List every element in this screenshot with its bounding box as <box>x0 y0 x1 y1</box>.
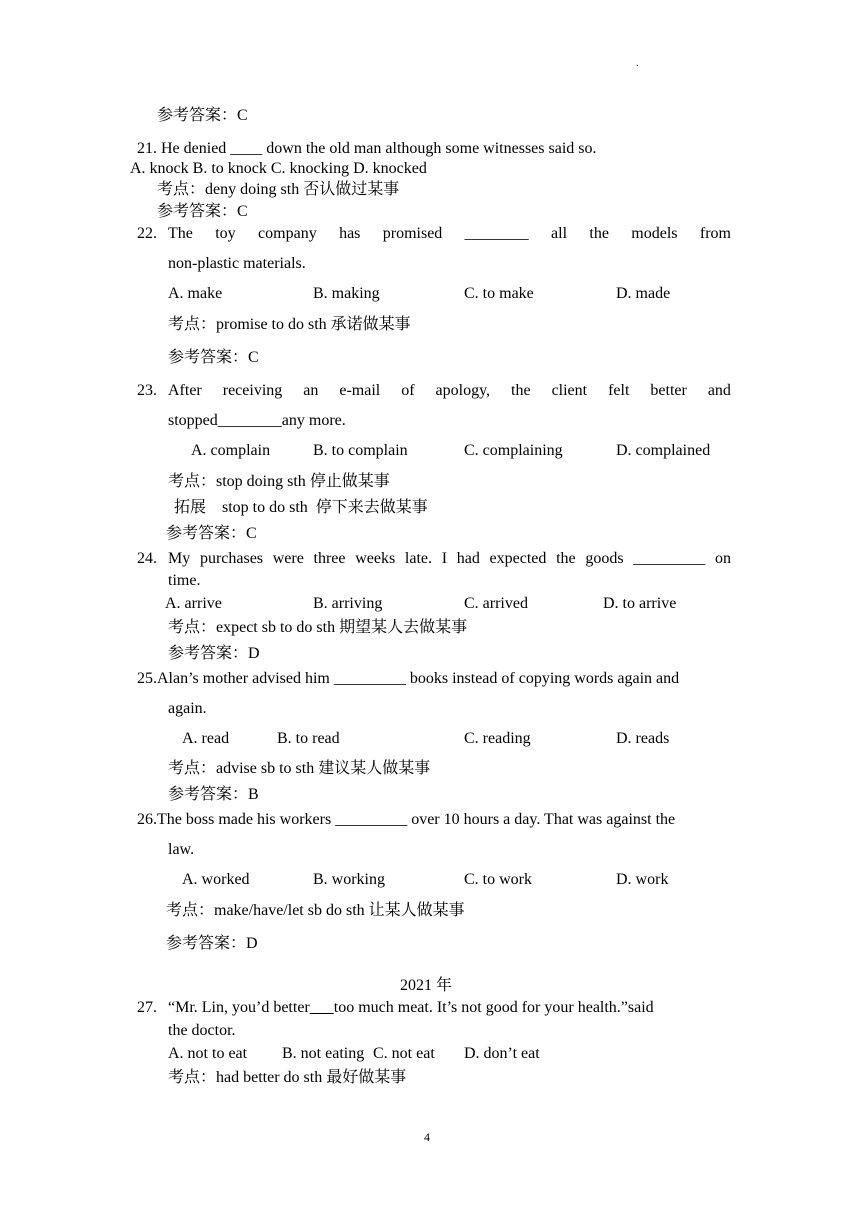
q23-word: an <box>303 382 319 399</box>
q27-stem-post: too much meat. It’s not good for your health.”said <box>333 999 654 1016</box>
q26-option-b: B. working <box>313 871 385 888</box>
q21-stem: 21. He denied ____ down the old man although some witnesses said so. <box>137 140 597 157</box>
page-number: 4 <box>424 1130 430 1144</box>
q22-word: models <box>631 225 678 242</box>
q24-word: were <box>272 550 304 567</box>
q25-stem-line1: 25.Alan’s mother advised him _________ books instead of copying words again and <box>137 670 680 687</box>
q23-word: apology, <box>435 382 491 399</box>
q26-option-d: D. work <box>616 871 669 888</box>
q23-word: and <box>707 382 731 399</box>
q27-stem-pre: “Mr. Lin, you’d better <box>168 999 310 1016</box>
q24-blank: _________ <box>633 550 706 567</box>
q26-stem-line1: 26.The boss made his workers _________ over 10 hours a day. That was against the <box>137 811 676 828</box>
q27-option-b: B. not eating <box>282 1045 365 1062</box>
q25-option-b: B. to read <box>277 730 340 747</box>
q22-option-c: C. to make <box>464 285 534 302</box>
q22-option-a: A. make <box>168 285 223 302</box>
q21-answer: 参考答案：C <box>157 203 248 220</box>
q25-option-a: A. read <box>182 730 230 747</box>
q23-option-c: C. complaining <box>464 442 563 459</box>
q26-point: 考点：make/have/let sb do sth 让某人做某事 <box>166 902 465 919</box>
q23-answer: 参考答案：C <box>166 525 257 542</box>
q22-option-b: B. making <box>313 285 380 302</box>
q24-word: purchases <box>199 550 264 567</box>
q26-answer: 参考答案：D <box>166 935 258 952</box>
q21-point: 考点：deny doing sth 否认做过某事 <box>157 181 400 198</box>
q22-number: 22. <box>137 225 157 242</box>
q24-word: the <box>556 550 576 567</box>
q24-number: 24. <box>137 550 157 567</box>
q23-stem-line1 <box>168 381 731 401</box>
q24-option-b: B. arriving <box>313 595 383 612</box>
q24-option-d: D. to arrive <box>603 595 677 612</box>
q22-word: from <box>699 225 731 242</box>
q23-word: felt <box>608 382 630 399</box>
q24-word: goods <box>585 550 624 567</box>
q24-option-c: C. arrived <box>464 595 528 612</box>
q22-word: all <box>551 225 568 242</box>
q22-word: promised <box>382 225 443 242</box>
q27-blank <box>310 999 334 1016</box>
q25-answer: 参考答案：B <box>168 786 259 803</box>
q24-word: expected <box>489 550 547 567</box>
q24-word: had <box>456 550 480 567</box>
q23-extension: 拓展 stop to do sth 停下来去做某事 <box>174 499 428 516</box>
q27-point: 考点：had better do sth 最好做某事 <box>168 1069 407 1086</box>
q21-options: A. knock B. to knock C. knocking D. knocked <box>130 160 427 177</box>
q20-answer: 参考答案：C <box>157 107 248 124</box>
q22-stem-line2: non-plastic materials. <box>168 255 306 272</box>
q22-point: 考点：promise to do sth 承诺做某事 <box>168 316 411 333</box>
q24-option-a: A. arrive <box>165 595 222 612</box>
q23-word: e-mail <box>339 382 381 399</box>
q22-option-d: D. made <box>616 285 671 302</box>
q24-stem-line1 <box>168 549 731 569</box>
q27-option-a: A. not to eat <box>168 1045 248 1062</box>
q24-word: I <box>441 550 448 567</box>
q26-option-c: C. to work <box>464 871 532 888</box>
q25-option-c: C. reading <box>464 730 531 747</box>
q24-word: three <box>313 550 346 567</box>
q25-option-d: D. reads <box>616 730 670 747</box>
q23-option-b: B. to complain <box>313 442 408 459</box>
q22-word: company <box>258 225 317 242</box>
q23-word: After <box>168 382 202 399</box>
q27-stem-line1 <box>168 998 654 1018</box>
q23-option-a: A. complain <box>191 442 271 459</box>
q27-number: 27. <box>137 999 157 1016</box>
q24-answer: 参考答案：D <box>168 645 260 662</box>
q26-option-a: A. worked <box>182 871 250 888</box>
q22-word: has <box>339 225 361 242</box>
q24-word: on <box>715 550 731 567</box>
header-mark: . <box>636 58 639 69</box>
q24-point: 考点：expect sb to do sth 期望某人去做某事 <box>168 619 468 636</box>
q22-stem-line1 <box>168 224 731 244</box>
q24-word: weeks <box>355 550 396 567</box>
q24-stem-line2: time. <box>168 572 201 589</box>
q23-word: of <box>401 382 415 399</box>
q27-stem-line2: the doctor. <box>168 1022 236 1039</box>
q22-word: toy <box>215 225 236 242</box>
q25-point: 考点：advise sb to sth 建议某人做某事 <box>168 760 431 777</box>
q23-point: 考点：stop doing sth 停止做某事 <box>168 473 390 490</box>
q25-stem-line2: again. <box>168 700 207 717</box>
q23-stem-line2: stopped________any more. <box>168 412 346 429</box>
q23-number: 23. <box>137 382 157 399</box>
q27-option-c: C. not eat <box>373 1045 435 1062</box>
q23-word: the <box>511 382 531 399</box>
q23-option-d: D. complained <box>616 442 711 459</box>
q23-word: better <box>650 382 687 399</box>
q24-word: late. <box>404 550 432 567</box>
q22-blank: ________ <box>464 225 529 242</box>
q22-word: the <box>589 225 609 242</box>
q22-answer: 参考答案：C <box>168 349 259 366</box>
q27-option-d: D. don’t eat <box>464 1045 540 1062</box>
q23-word: client <box>551 382 588 399</box>
year-heading: 2021 年 <box>400 977 453 994</box>
q24-word: My <box>168 550 191 567</box>
q22-word: The <box>168 225 193 242</box>
q23-word: receiving <box>222 382 283 399</box>
q26-stem-line2: law. <box>168 841 195 858</box>
